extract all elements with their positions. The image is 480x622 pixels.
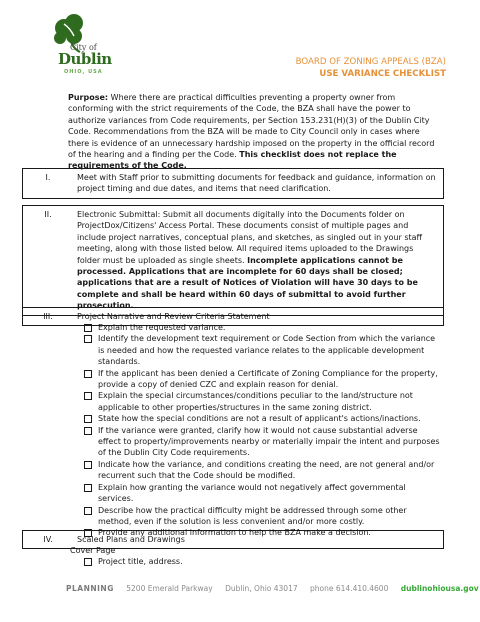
section-text: Meet with Staff prior to submitting documents for feedback and guidance, information on project timing and due dates, and items that need clarification. (77, 173, 436, 194)
header-title-2: USE VARIANCE CHECKLIST (319, 69, 446, 79)
checklist-item: Describe how the practical difficulty might be addressed through some other method, even if the solution is less convenient and/or more costly. (84, 505, 442, 528)
checkbox[interactable] (84, 558, 92, 566)
section-i (22, 168, 444, 199)
checkbox[interactable] (84, 427, 92, 435)
checklist-item: State how the special conditions are not a result of applicant's actions/inactions. (84, 413, 442, 424)
section-text (77, 206, 443, 315)
logo-city-of: City of (70, 43, 97, 52)
footer-planning: PLANNING (66, 584, 114, 593)
purpose-paragraph (68, 92, 442, 172)
checkbox[interactable] (84, 335, 92, 343)
footer-address: 5200 Emerald Parkway (126, 584, 213, 593)
checkbox[interactable] (84, 484, 92, 492)
section-bold-note: Incomplete applications cannot be processed. Applications that are incomplete for 60 days shall be closed; applications that are a result of Notices of Violation will have 30 days to be complete and shall be heard within 60 days of submittal to avoid further prosecution. (77, 255, 418, 311)
checklist-item: Project title, address. (84, 556, 183, 567)
section-body: Electronic Submittal: Submit all documents digitally into the Documents folder on ProjectDox/Citizens' Access Portal. These documents consist of multiple pages and include project narratives, conceptual plans, and sketches, as singled out in your staff meeting, along with those listed below. All required items uploaded to the Drawings folder must be uploaded as single sheets. (77, 210, 423, 265)
footer-phone: phone 614.410.4600 (310, 584, 389, 593)
checkbox[interactable] (84, 507, 92, 515)
criteria-checklist (84, 322, 442, 539)
document-header (296, 56, 446, 80)
checkbox[interactable] (84, 461, 92, 469)
section-ii (22, 205, 444, 316)
logo-name: Dublin (58, 50, 112, 68)
checkbox[interactable] (84, 324, 92, 332)
checkbox[interactable] (84, 370, 92, 378)
footer-city: Dublin, Ohio 43017 (225, 584, 298, 593)
checkbox[interactable] (84, 415, 92, 423)
checklist-item: If the variance were granted, clarify how it would not cause substantial adverse effect to property/improvements nearby or materially impair the intent and purposes of the Dublin City Code requirements. (84, 425, 442, 459)
purpose-bold-end: This checklist does not replace the requirements of the Code. (68, 150, 397, 171)
section-number: IV. (43, 535, 53, 544)
section-number: I. (45, 173, 51, 182)
cover-page-group (70, 545, 183, 568)
footer-website-link[interactable]: dublinohiousa.gov (400, 584, 479, 593)
header-title-1: BOARD OF ZONING APPEALS (BZA) (295, 57, 446, 67)
checkbox[interactable] (84, 392, 92, 400)
checklist-item: Explain the requested variance. (84, 322, 442, 333)
checklist-item: Identify the development text requirement or Code Section from which the variance is needed and how the requested variance relates to the applicable development standards. (84, 333, 442, 367)
checklist-item: If the applicant has been denied a Certificate of Zoning Compliance for the property, provide a copy of denied CZC and explain reason for denial. (84, 368, 442, 391)
city-logo (22, 14, 112, 78)
checklist-item: Indicate how the variance, and conditions creating the need, are not general and/or recurrent such that the Code should be modified. (84, 459, 442, 482)
cover-page-label: Cover Page (70, 546, 116, 555)
page-footer (66, 584, 479, 593)
checklist-item: Explain how granting the variance would not negatively affect governmental services. (84, 482, 442, 505)
purpose-label: Purpose: (68, 93, 109, 102)
section-text: Scaled Plans and Drawings (77, 535, 185, 544)
purpose-text: Where there are practical difficulties preventing a property owner from conforming with the strict requirements of the Code, the BZA shall have the power to authorize variances from Code requirements, per Section 153.231(H)(3) of the Dublin City Code. Recommendations from the BZA will be made to City Council only in cases where there is evidence of an unnecessary hardship imposed on the property in the official record of the hearing and a finding per the Code. (68, 93, 435, 160)
section-number: III. (43, 312, 53, 321)
checklist-item: Explain the special circumstances/conditions peculiar to the land/structure not applicable to other properties/structures in the same zoning district. (84, 390, 442, 413)
section-text: Project Narrative and Review Criteria Statement (77, 312, 270, 321)
section-number: II. (44, 210, 52, 219)
logo-state: OHIO, USA (64, 69, 103, 75)
checklist-item: Provide any additional information to help the BZA make a decision. (84, 527, 442, 538)
